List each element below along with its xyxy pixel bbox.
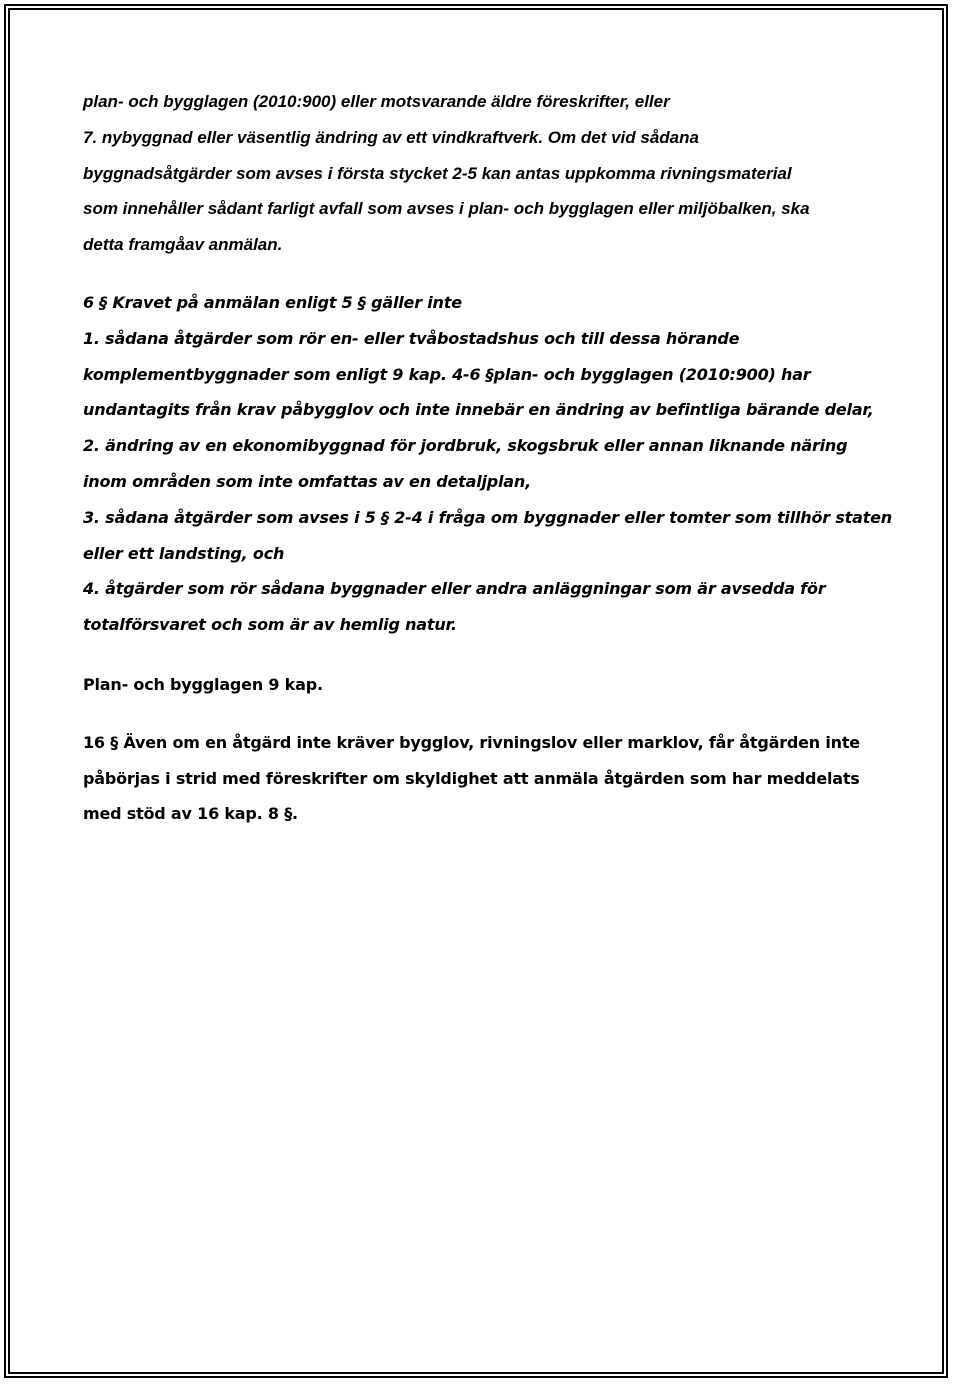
text-line: påbörjas i strid med föreskrifter om skyldighet att anmäla åtgärden som har meddelats bbox=[83, 768, 860, 788]
text-line: detta framgåav anmälan. bbox=[83, 235, 283, 255]
text-line: eller ett landsting, och bbox=[83, 543, 285, 563]
text-line: som innehåller sådant farligt avfall som avses i plan- och bygglagen eller miljöbalken, ska bbox=[83, 199, 810, 219]
text-line: 2. ändring av en ekonomibyggnad för jordbruk, skogsbruk eller annan liknande näring bbox=[83, 436, 848, 456]
paragraph-exemptions bbox=[83, 285, 903, 643]
text-line: 7. nybyggnad eller väsentlig ändring av ett vindkraftverk. Om det vid sådana bbox=[83, 127, 699, 147]
text-line: 1. sådana åtgärder som rör en- eller tvåbostadshus och till dessa hörande bbox=[83, 328, 740, 348]
text-line: byggnadsåtgärder som avses i första stycket 2-5 kan antas uppkomma rivningsmaterial bbox=[83, 163, 792, 183]
text-line: 3. sådana åtgärder som avses i 5 § 2-4 i fråga om byggnader eller tomter som tillhör staten bbox=[83, 507, 892, 527]
text-line: 16 § Även om en åtgärd inte kräver bygglov, rivningslov eller marklov, får åtgärden inte bbox=[83, 732, 860, 752]
paragraph-regulation-continuation bbox=[83, 84, 903, 263]
document-body bbox=[83, 84, 903, 832]
text-line: komplementbyggnader som enligt 9 kap. 4-6 §plan- och bygglagen (2010:900) har bbox=[83, 364, 811, 384]
text-line: undantagits från krav påbygglov och inte innebär en ändring av befintliga bärande delar, bbox=[83, 400, 874, 420]
text-line: 6 § Kravet på anmälan enligt 5 § gäller inte bbox=[83, 292, 462, 312]
text-line: med stöd av 16 kap. 8 §. bbox=[83, 804, 298, 824]
section-heading: Plan- och bygglagen 9 kap. bbox=[83, 674, 323, 694]
paragraph-section-16 bbox=[83, 725, 903, 832]
text-line: inom områden som inte omfattas av en detaljplan, bbox=[83, 471, 531, 491]
text-line: plan- och bygglagen (2010:900) eller motsvarande äldre föreskrifter, eller bbox=[83, 92, 670, 111]
text-line: 4. åtgärder som rör sådana byggnader eller andra anläggningar som är avsedda för bbox=[83, 579, 826, 599]
text-line: totalförsvaret och som är av hemlig natur. bbox=[83, 615, 457, 635]
